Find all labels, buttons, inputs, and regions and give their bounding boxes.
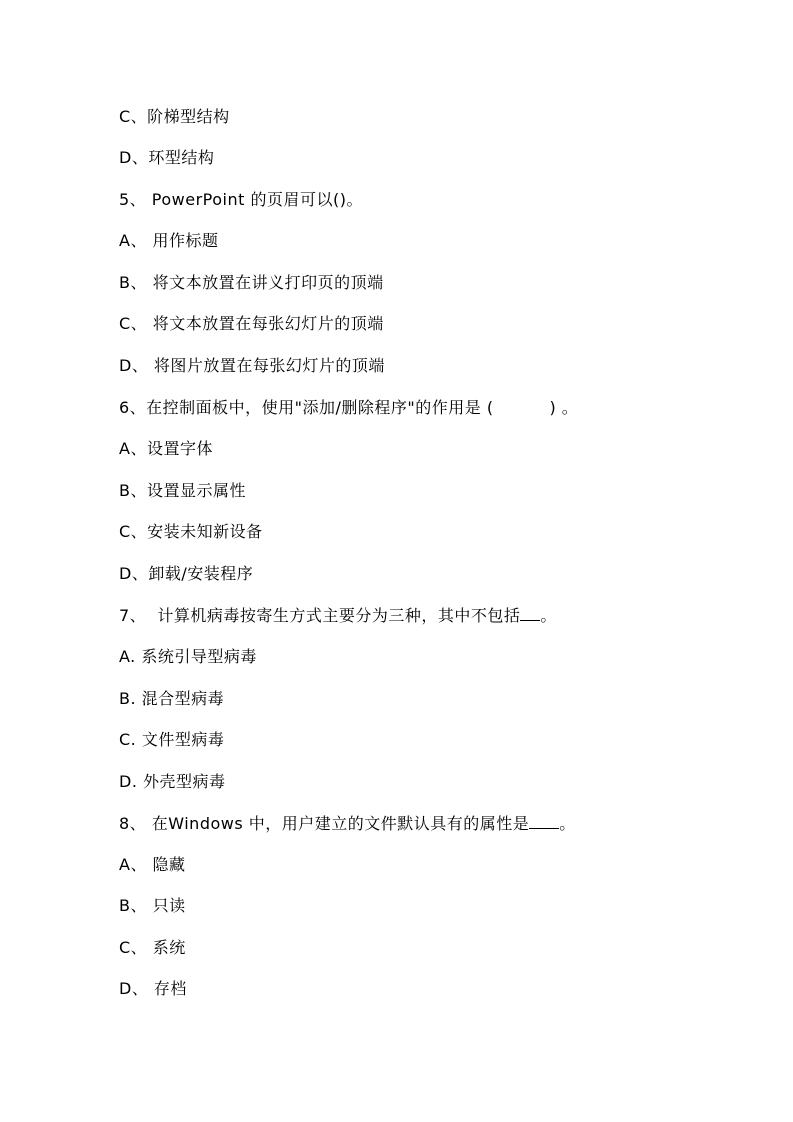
option-a-q5: A、 用作标题	[119, 231, 219, 250]
option-d-q6: D、卸载/安装程序	[119, 564, 254, 583]
option-d-q5: D、 将图片放置在每张幻灯片的顶端	[119, 356, 385, 375]
question-5: 5、 PowerPoint 的页眉可以()。	[119, 190, 363, 209]
option-d-q8: D、 存档	[119, 979, 187, 998]
option-b-q5: B、 将文本放置在讲义打印页的顶端	[119, 273, 384, 292]
option-d-q4: D、环型结构	[119, 148, 215, 167]
question-7-text: 7、 计算机病毒按寄生方式主要分为三种，其中不包括	[119, 606, 521, 625]
question-7-end: 。	[540, 606, 557, 625]
option-b-q6: B、设置显示属性	[119, 481, 246, 500]
question-8-text: 8、 在Windows 中，用户建立的文件默认具有的属性是	[119, 814, 530, 833]
option-d-q7: D. 外壳型病毒	[119, 772, 226, 791]
question-6: 6、在控制面板中，使用"添加/删除程序"的作用是 ( ) 。	[119, 398, 579, 417]
option-c-q5: C、 将文本放置在每张幻灯片的顶端	[119, 314, 384, 333]
question-8	[119, 812, 576, 835]
option-c-q6: C、安装未知新设备	[119, 522, 263, 541]
option-b-q8: B、 只读	[119, 896, 186, 915]
answer-blank	[520, 604, 540, 621]
question-8-end: 。	[559, 814, 576, 833]
option-a-q6: A、设置字体	[119, 439, 213, 458]
option-c-q4: C、阶梯型结构	[119, 107, 230, 126]
answer-blank	[529, 812, 559, 829]
question-7	[119, 604, 557, 627]
option-c-q7: C. 文件型病毒	[119, 730, 225, 749]
option-b-q7: B. 混合型病毒	[119, 689, 225, 708]
option-a-q8: A、 隐藏	[119, 855, 186, 874]
option-c-q8: C、 系统	[119, 938, 186, 957]
option-a-q7: A. 系统引导型病毒	[119, 647, 257, 666]
